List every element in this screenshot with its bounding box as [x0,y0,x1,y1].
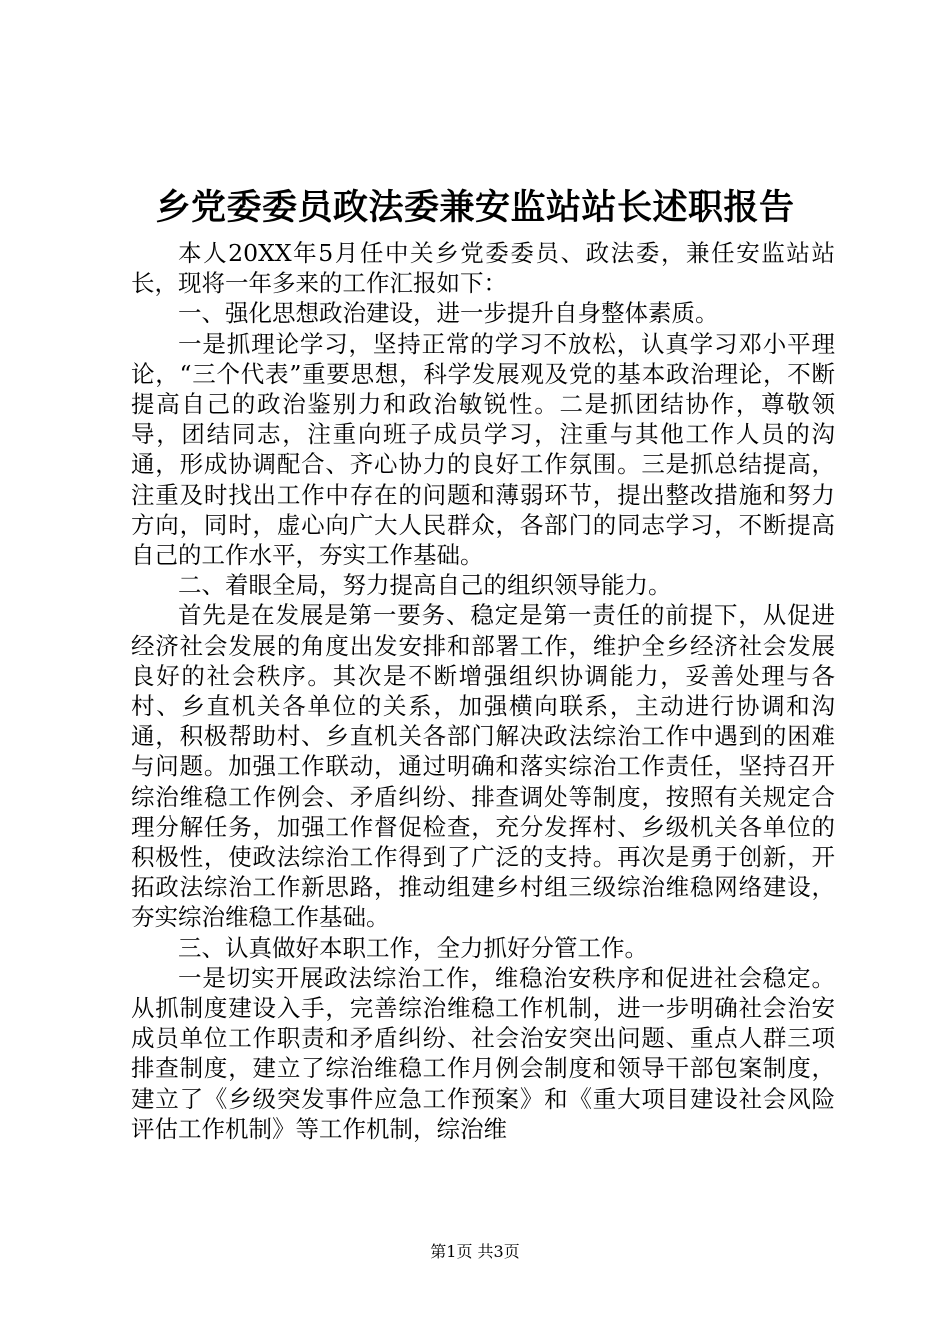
paragraph-section-2: 首先是在发展是第一要务、稳定是第一责任的前提下，从促进经济社会发展的角度出发安排和部署工作，维护全乡经济社会发展良好的社会秩序。其次是不断增强组织协调能力，妥善处理与各村、乡直机关各单位的关系，加强横向联系，主动进行协调和沟通，积极帮助村、乡直机关各部门解决政法综治工作中遇到的困难与问题。加强工作联动，通过明确和落实综治工作责任，坚持召开综治维稳工作例会、矛盾纠纷、排查调处等制度，按照有关规定合理分解任务，加强工作督促检查，充分发挥村、乡级机关各单位的积极性，使政法综治工作得到了广泛的支持。再次是勇于创新，开拓政法综治工作新思路，推动组建乡村组三级综治维稳网络建设，夯实综治维稳工作基础。 [131,601,835,932]
document-title: 乡党委委员政法委兼安监站站长述职报告 [155,187,795,228]
paragraph-section-1: 一是抓理论学习，坚持正常的学习不放松，认真学习邓小平理论，“三个代表”重要思想，科学发展观及党的基本政治理论，不断提高自己的政治鉴别力和政治敏锐性。二是抓团结协作，尊敬领导，团结同志，注重向班子成员学习，注重与其他工作人员的沟通，形成协调配合、齐心协力的良好工作氛围。三是抓总结提高，注重及时找出工作中存在的问题和薄弱环节，提出整改措施和努力方向，同时，虚心向广大人民群众，各部门的同志学习，不断提高自己的工作水平，夯实工作基础。 [131,329,835,570]
paragraph-section-3: 一是切实开展政法综治工作，维稳治安秩序和促进社会稳定。从抓制度建设入手，完善综治维稳工作机制，进一步明确社会治安成员单位工作职责和矛盾纠纷、社会治安突出问题、重点人群三项排查制度，建立了综治维稳工作月例会制度和领导干部包案制度，建立了《乡级突发事件应急工作预案》和《重大项目建设社会风险评估工作机制》等工作机制，综治维 [131,963,835,1143]
page-number-footer: 第1页 共3页 [430,1242,520,1261]
section-heading-2: 二、着眼全局，努力提高自己的组织领导能力。 [178,571,672,600]
document-body [131,238,835,1144]
paragraph-intro: 本人20XX年5月任中关乡党委委员、政法委，兼任安监站站长，现将一年多来的工作汇报如下： [131,239,835,298]
section-heading-1: 一、强化思想政治建设，进一步提升自身整体素质。 [178,299,719,328]
section-heading-3: 三、认真做好本职工作，全力抓好分管工作。 [178,933,648,962]
